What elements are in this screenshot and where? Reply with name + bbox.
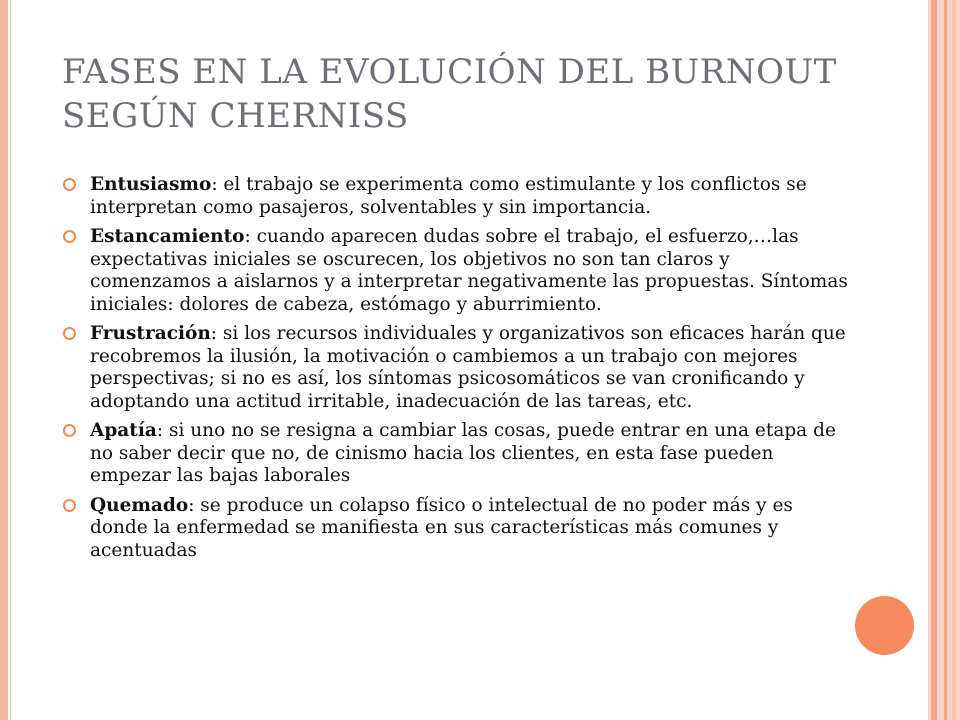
- bullet-term: Frustración: [90, 323, 211, 344]
- bullet-item-frustracion: [63, 323, 853, 413]
- bullet-text: : si los recursos individuales y organizativos son eficaces harán que recobremos la ilusión, la motivación o cambiemos a un trabajo con mejores perspectivas; si no es así, los síntomas psicosomáticos se van cronificando y adoptando una actitud irritable, inadecuación de las tareas, etc.: [90, 323, 846, 412]
- bullet-term: Estancamiento: [90, 226, 245, 247]
- right-border-stripe: [952, 0, 956, 720]
- left-border-decoration: [0, 0, 8, 720]
- right-border-stripe: [931, 0, 937, 720]
- bullet-icon: [63, 499, 76, 512]
- bullet-text: : el trabajo se experimenta como estimulante y los conflictos se interpretan como pasajeros, solventables y sin importancia.: [90, 174, 807, 218]
- bullet-icon: [63, 327, 76, 340]
- bullet-item-estancamiento: [63, 226, 853, 316]
- bullet-icon: [63, 178, 76, 191]
- bullet-text: : cuando aparecen dudas sobre el trabajo, el esfuerzo,…las expectativas iniciales se oscurecen, los objetivos no son tan claros y comenzamos a aislarnos y a interpretar negativamente las propuestas. Síntomas iniciales: dolores de cabeza, estómago y aburrimiento.: [90, 226, 848, 315]
- bullet-item-entusiasmo: [63, 174, 853, 219]
- bullet-text: : si uno no se resigna a cambiar las cosas, puede entrar en una etapa de no saber decir que no, de cinismo hacia los clientes, en esta fase pueden empezar las bajas laborales: [90, 420, 836, 486]
- bullet-term: Quemado: [90, 494, 189, 516]
- bullet-icon: [63, 230, 76, 243]
- bullet-item-apatia: [63, 420, 853, 488]
- right-border-stripe: [944, 0, 947, 720]
- bullet-term: Apatía: [90, 420, 157, 441]
- bullet-icon: [63, 424, 76, 437]
- slide-title: FASES EN LA EVOLUCIÓN DEL BURNOUT SEGÚN CHERNISS: [62, 52, 837, 136]
- left-border-line: [10, 0, 11, 720]
- bullet-item-quemado: [63, 495, 853, 563]
- bullet-text: : se produce un colapso físico o intelectual de no poder más y es donde la enfermedad se manifiesta en sus características más comunes y acentuadas: [90, 494, 793, 561]
- bullet-term: Entusiasmo: [90, 174, 212, 195]
- orange-circle-decoration: [855, 596, 914, 655]
- bullet-list: [63, 174, 853, 569]
